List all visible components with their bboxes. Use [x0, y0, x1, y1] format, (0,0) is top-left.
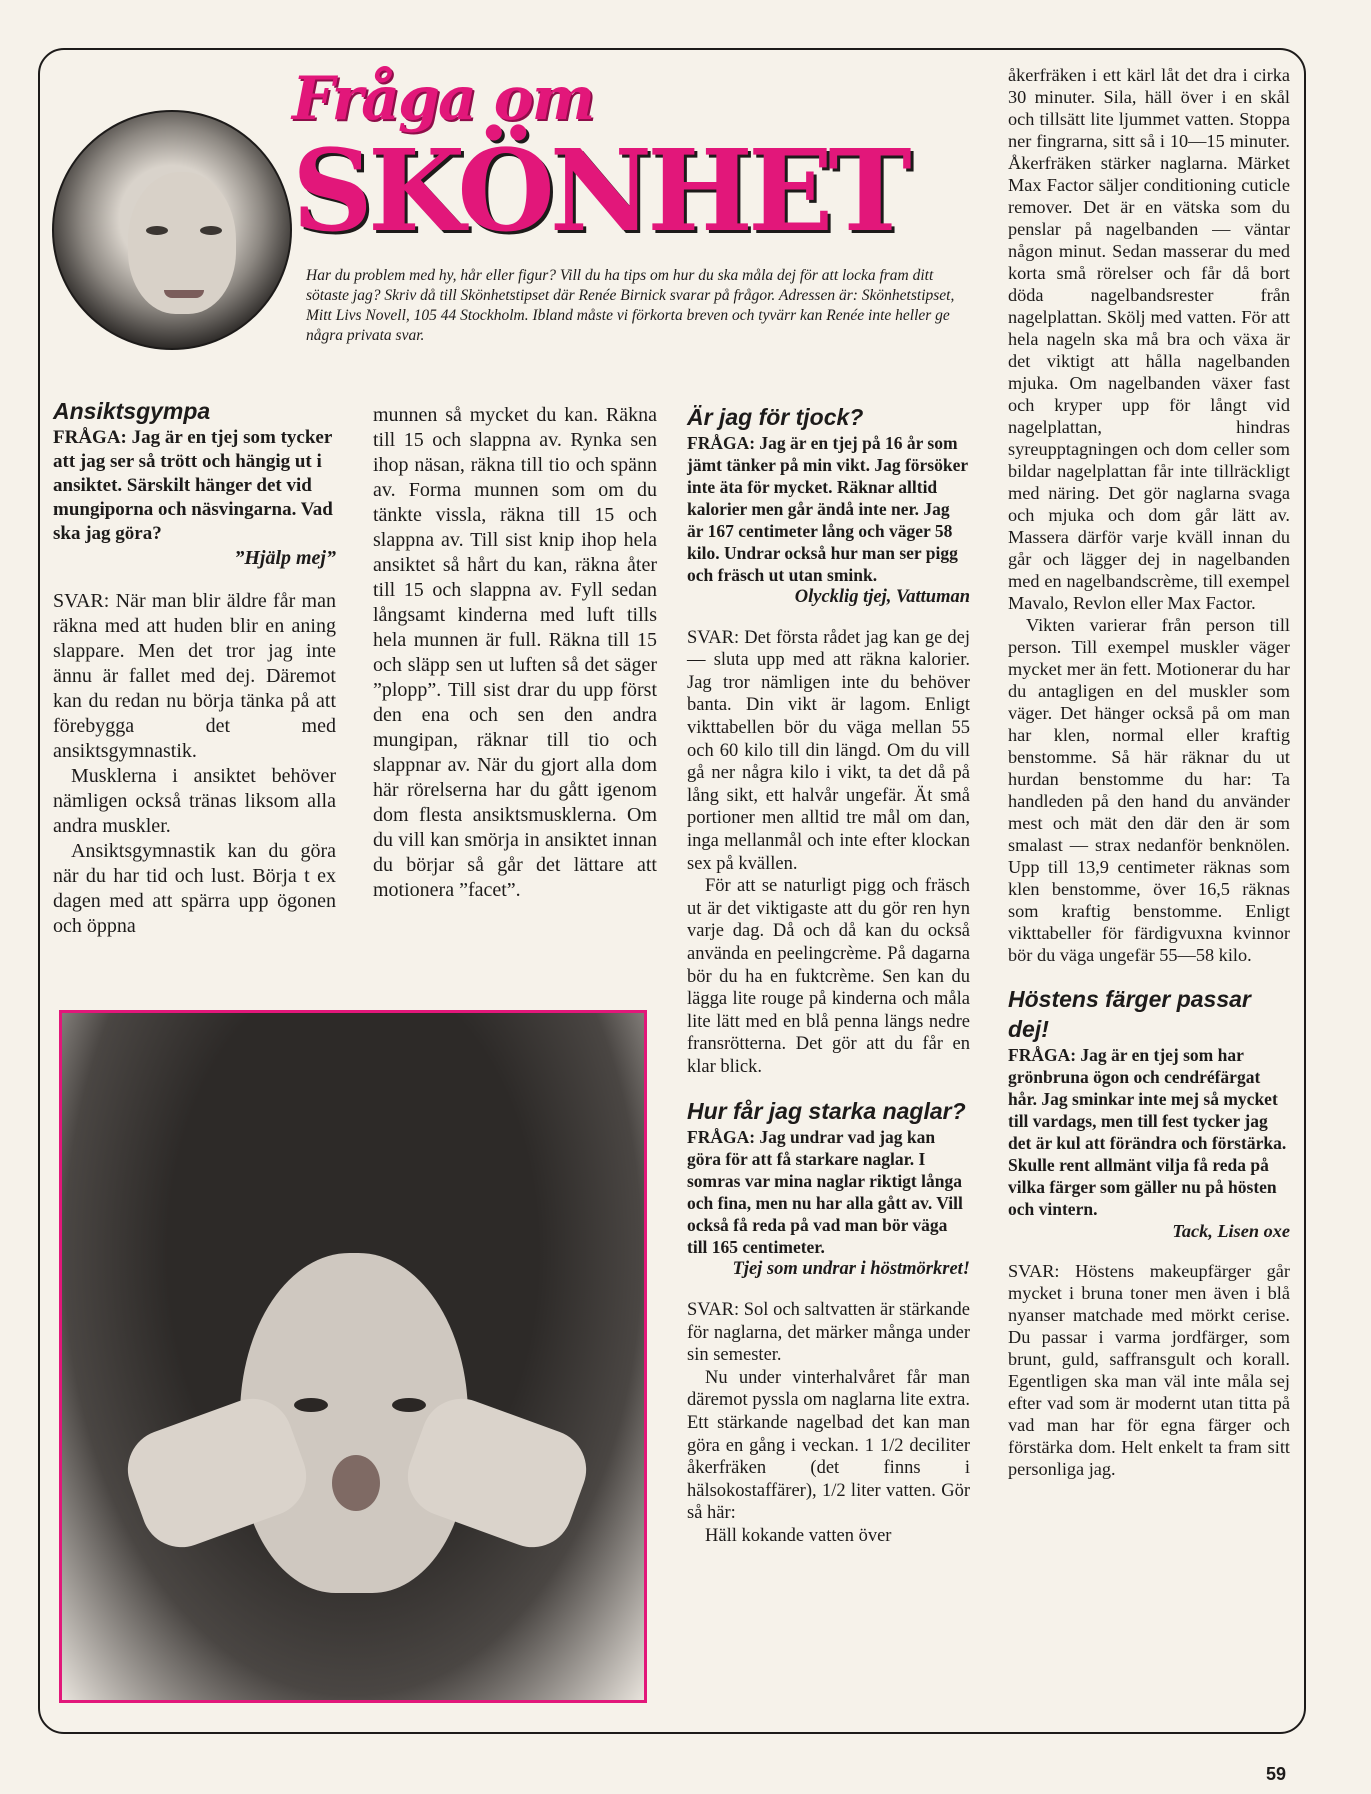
answer-paragraph: SVAR: Sol och saltvatten är stärkande för naglarna, det märker många under sin semester. [687, 1300, 970, 1366]
signature: Tjej som undrar i höstmörkret! [732, 1259, 970, 1280]
column-3 [687, 402, 970, 1548]
page-title: SKÖNHET [292, 126, 907, 257]
signature: ”Hjälp mej” [234, 547, 336, 569]
heading-ar-jag-for-tjock: Är jag för tjock? [687, 404, 864, 430]
answer-paragraph: Häll kokande vatten över [705, 1526, 892, 1546]
answer-paragraph: SVAR: Det första rådet jag kan ge dej — sluta upp med att räkna kalorier. Jag tror nämligen inte du behöver banta. Din vikt är lagom. Enligt vikttabellen bör du väga mellan 55 och 60 kilo till din längd. Om du vill gå ner några kilo i vikt, ta det då på lång sikt, ett halvår ungefär. Ät små portioner men alltid tre mål om dan, inga mellanmål och inte efter klockan sex på kvällen. [687, 627, 970, 874]
answer-paragraph: Vikten varierar från person till person. Till exempel muskler väger mycket mer än fett. Motionerar du har du antagligen en del muskler som väger. Det hänger också på om man har klen, normal eller kraftig benstomme. Så här räknar du ut hurdan benstomme du har: Ta handleden på den hand du använder mest och mät den där den är som smalast — strax nedanför benknölen. Upp till 13,9 centimeter räknas som klen benstomme, över 16,5 räknas som kraftig benstomme. Enligt vikttabeller för färdigvuxna kvinnor bör du väga ungefär 55—58 kilo. [1008, 615, 1290, 965]
column-4 [1008, 64, 1290, 1480]
question-naglar: FRÅGA: Jag undrar vad jag kan göra för att få starkare naglar. I somras var mina naglar riktigt långa och fina, men nu har alla gått av. Vill också få reda på vad man bör väga till 165 centimeter. [687, 1127, 963, 1258]
page-number: 59 [1266, 1764, 1287, 1784]
answer-paragraph: Nu under vinterhalvåret får man däremot pyssla om naglarna lite extra. Ett stärkande nagelbad det kan man göra en gång i veckan. 1 1/2 deciliter åkerfräken (det finns i hälsokostaffärer), 1/2 liter vatten. Gör så här: [687, 1367, 970, 1524]
author-portrait [52, 110, 292, 350]
signature: Tack, Lisen oxe [1172, 1221, 1290, 1241]
answer-paragraph: Ansiktsgymnastik kan du göra när du har tid och lust. Börja t ex dagen med att spärra upp ögonen och öppna [53, 840, 336, 937]
answer-paragraph: Musklerna i ansiktet behöver nämligen också tränas liksom alla andra muskler. [53, 765, 336, 837]
answer-paragraph: munnen så mycket du kan. Räkna till 15 och slappna av. Rynka sen ihop näsan, räkna till tio och spänn av. Forma munnen som om du tänkte vissla, räkna till 15 och slappna av. Till sist knip ihop hela ansiktet så hårt du kan, räkna åter till 15 och slappna av. Fyll sedan långsamt kinderna med luft tills hela munnen är full. Räkna till 15 och släpp sen ut luften så det säger ”plopp”. Till sist drar du upp först den ena och sen den andra mungipan, räknar till tio och slappnar av. När du gjort alla dom här rörelserna har du gått igenom dom flesta ansiktsmusklerna. Om du vill kan smörja in ansiktet innan du börjar så går det lättare att motionera ”facet”. [373, 404, 657, 901]
answer-paragraph: SVAR: Höstens makeupfärger går mycket i bruna toner men även i blå nyanser matchade med mörkt cerise. Du passar i varma jordfärger, som brunt, guld, saffransgult och korall. Egentligen ska man väl inte måla sej efter vad som är modernt utan titta på vad man har för egna färger och förstärka dom. Helt enkelt ta fram sitt personliga jag. [1008, 1261, 1290, 1479]
answer-paragraph: För att se naturligt pigg och fräsch ut är det viktigaste att du gör ren hyn varje dag. Då och då kan du också använda en peelingcrème. På dagarna bör du ha en fuktcrème. Sen kan du lägga lite rouge på kinderna och måla lite lätt med en blå penna längs nedre fransrötterna. Det gör att du får en klar blick. [687, 876, 970, 1077]
title-top: Fråga om [292, 64, 594, 134]
column-2 [373, 403, 657, 903]
heading-hostens-farger: Höstens färger passar dej! [1008, 986, 1251, 1042]
column-1 [53, 396, 336, 939]
answer-paragraph: åkerfräken i ett kärl låt det dra i cirka 30 minuter. Sila, häll över i en skål och tillsätt lite ljummet vatten. Stoppa ner fingrarna, sitt så i 10—15 minuter. Åkerfräken stärker naglarna. Märket Max Factor säljer conditioning cuticle remover. Det är en vätska som du penslar på nagelbanden — väntar någon minut. Sedan masserar du med korta små rörelser och får då bort döda nagelbandsrester från nagelplattan. Skölj med vatten. För att hela nageln ska må bra och växa är det viktigt att hålla nagelbanden mjuka. Om nagelbanden växer fast och kryper upp för långt vid nagelplattan, hindras syreupptagningen och dom celler som bildar nagelplattan får inte tillräckligt med näring. Det gör naglarna svaga och mjuka och dom går lätt av. Massera därför varje kväll innan du går och lägger dej in nagelbanden med en nagelbandscrème, till exempel Mavalo, Revlon eller Max Factor. [1008, 65, 1290, 613]
heading-ansiktsgympa: Ansiktsgympa [53, 398, 211, 424]
intro-text: Har du problem med hy, hår eller figur? Vill du ha tips om hur du ska måla dej för att locka fram ditt sötaste jag? Skriv då till Skönhetstipset där Renée Birnick svarar på frågor. Adressen är: Skönhetstipset, Mitt Livs Novell, 105 44 Stockholm. Ibland måste vi förkorta breven och tyvärr kan Renée inte heller ge några privata svar. [306, 267, 955, 344]
question-farger: FRÅGA: Jag är en tjej som har grönbruna ögon och cendréfärgat hår. Jag sminkar inte mej så mycket till vardags, men till fest tycker jag det är kul att förändra och förstärka. Skulle rent allmänt vilja få reda på vilka färger som gäller nu på hösten och vintern. [1008, 1045, 1287, 1219]
signature: Olycklig tjej, Vattuman [794, 587, 970, 607]
question-tjock: FRÅGA: Jag är en tjej på 16 år som jämt tänker på min vikt. Jag försöker inte äta för mycket. Räknar alltid kalorier men går ändå inte ner. Jag är 167 centimeter lång och väger 58 kilo. Undrar också hur man ser pigg och fräsch ut utan smink. [687, 433, 968, 585]
answer-paragraph: SVAR: När man blir äldre får man räkna med att huden blir en aning slappare. Men det tror jag inte ännu är fallet med dej. Däremot kan du redan nu börja tänka på att förebygga det med ansiktsgymnastik. [53, 590, 336, 762]
question-ansiktsgympa: FRÅGA: Jag är en tjej som tycker att jag ser så trött och hängig ut i ansiktet. Särskilt hänger det vid mungiporna och näsvingarna. Vad ska jag göra? [53, 427, 333, 544]
kissing-face-photo [59, 1010, 647, 1703]
heading-starka-naglar: Hur får jag starka naglar? [687, 1098, 966, 1125]
